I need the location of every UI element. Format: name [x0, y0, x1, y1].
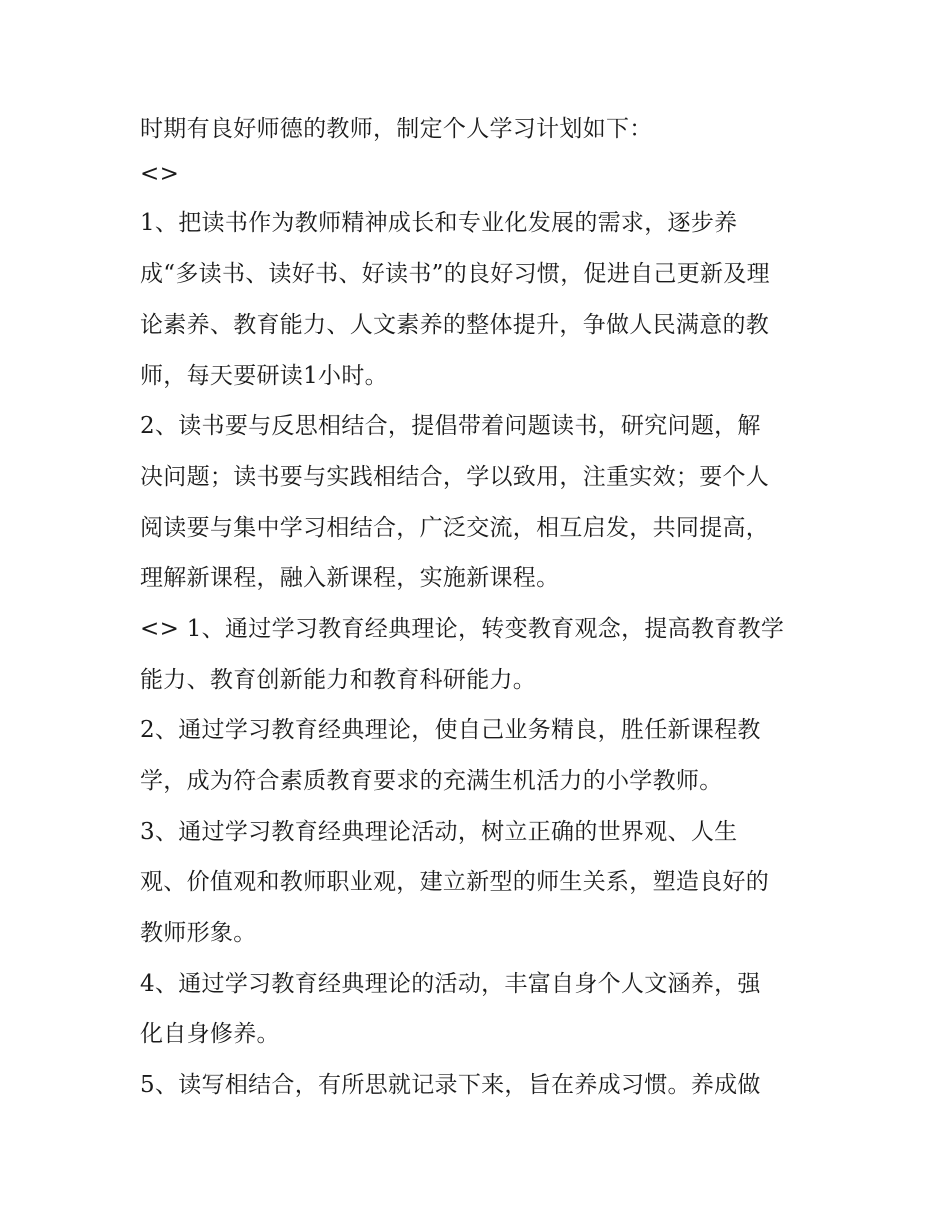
- text-line: 教师形象。: [140, 920, 257, 946]
- text-line: 观、价值观和教师职业观，建立新型的师生关系，塑造良好的: [140, 869, 770, 895]
- text-line: 5、读写相结合，有所思就记录下来，旨在养成习惯。养成做: [140, 1072, 761, 1098]
- text-line: 理解新课程，融入新课程，实施新课程。: [140, 565, 560, 591]
- text-line: 论素养、教育能力、人文素养的整体提升，争做人民满意的教: [140, 312, 770, 338]
- text-line: 决问题；读书要与实践相结合，学以致用，注重实效；要个人: [140, 464, 770, 490]
- text-line: 4、通过学习教育经典理论的活动，丰富自身个人文涵养，强: [140, 971, 761, 997]
- text-line: 2、通过学习教育经典理论，使自己业务精良，胜任新课程教: [140, 717, 761, 743]
- text-line: 2、读书要与反思相结合，提倡带着问题读书，研究问题，解: [140, 413, 761, 439]
- text-line: 阅读要与集中学习相结合，广泛交流，相互启发，共同提高，: [140, 515, 770, 541]
- text-line: 师，每天要研读1小时。: [140, 363, 388, 389]
- text-line: 时期有良好师德的教师，制定个人学习计划如下：: [140, 116, 653, 142]
- text-line: 能力、教育创新能力和教育科研能力。: [140, 667, 537, 693]
- text-line: <>: [140, 161, 180, 187]
- text-line: 化自身修养。: [140, 1021, 280, 1047]
- text-line: <> 1、通过学习教育经典理论，转变教育观念，提高教育教学: [140, 616, 785, 642]
- text-line: 1、把读书作为教师精神成长和专业化发展的需求，逐步养: [140, 210, 738, 236]
- text-line: 成“多读书、读好书、好读书”的良好习惯，促进自己更新及理: [140, 261, 770, 287]
- text-line: 学，成为符合素质教育要求的充满生机活力的小学教师。: [140, 768, 723, 794]
- text-line: 3、通过学习教育经典理论活动，树立正确的世界观、人生: [140, 819, 738, 845]
